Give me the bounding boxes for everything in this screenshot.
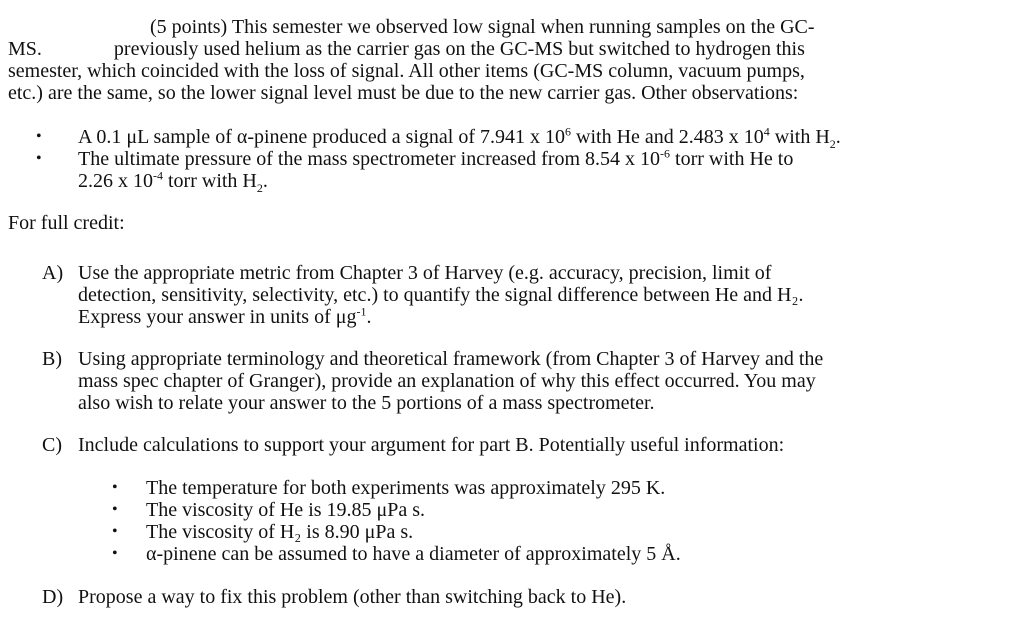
part-b-line-3: also wish to relate your answer to the 5 portions of a mass spectrometer.: [78, 392, 655, 414]
intro-line-2: MS. previously used helium as the carrier gas on the GC-MS but switched to hydrogen this: [8, 38, 805, 60]
bullet: •: [112, 501, 118, 518]
part-b-label: B): [42, 348, 62, 370]
part-c-item: The viscosity of H₂ is 8.90 μPa s.: [146, 521, 414, 543]
part-b-line-2: mass spec chapter of Granger), provide an explanation of why this effect occurred. You may: [78, 370, 816, 392]
part-c-item: α-pinene can be assumed to have a diameter of approximately 5 Å.: [146, 543, 681, 565]
part-a-line-3: Express your answer in units of $\mu g^{-1}$.: [78, 304, 372, 328]
bullet: •: [36, 128, 42, 145]
part-d-line-1: Propose a way to fix this problem (other than switching back to He).: [78, 586, 627, 608]
bullet: •: [112, 479, 118, 496]
part-d-label: D): [42, 586, 64, 608]
part-c-label: C): [42, 434, 62, 456]
bullet: •: [112, 545, 118, 562]
part-a-line-1: Use the appropriate metric from Chapter 3 of Harvey (e.g. accuracy, precision, limit of: [78, 262, 772, 284]
bullet: •: [36, 150, 42, 167]
credit-heading: For full credit:: [8, 212, 125, 234]
observation-pressure-2: 2.26 x $10^{-4}$ torr with $H_2$.: [78, 168, 268, 195]
part-b-line-1: Using appropriate terminology and theoretical framework (from Chapter 3 of Harvey and the: [78, 348, 824, 370]
intro-line-3: semester, which coincided with the loss of signal. All other items (GC-MS column, vacuum pumps,: [8, 60, 805, 82]
part-c-item: The temperature for both experiments was approximately 295 K.: [146, 477, 666, 499]
intro-line-1: (5 points) This semester we observed low signal when running samples on the GC-: [150, 16, 815, 38]
part-c-line-1: Include calculations to support your argument for part B. Potentially useful information:: [78, 434, 785, 456]
part-a-line-2: detection, sensitivity, selectivity, etc.) to quantify the signal difference between He and H₂.: [78, 284, 804, 306]
intro-line-4: etc.) are the same, so the lower signal level must be due to the new carrier gas. Other observations:: [8, 82, 799, 104]
part-a-label: A): [42, 262, 64, 284]
part-c-item: The viscosity of He is 19.85 μPa s.: [146, 499, 426, 521]
observation-signal: A 0.1 μL sample of α-pinene produced a signal of 7.941 x $10^6$ with He and 2.483 x $10^4$ with $H_2$.: [78, 124, 841, 151]
observation-pressure-1: The ultimate pressure of the mass spectrometer increased from 8.54 x $10^{-6}$ torr with He to: [78, 146, 794, 170]
bullet: •: [112, 523, 118, 540]
